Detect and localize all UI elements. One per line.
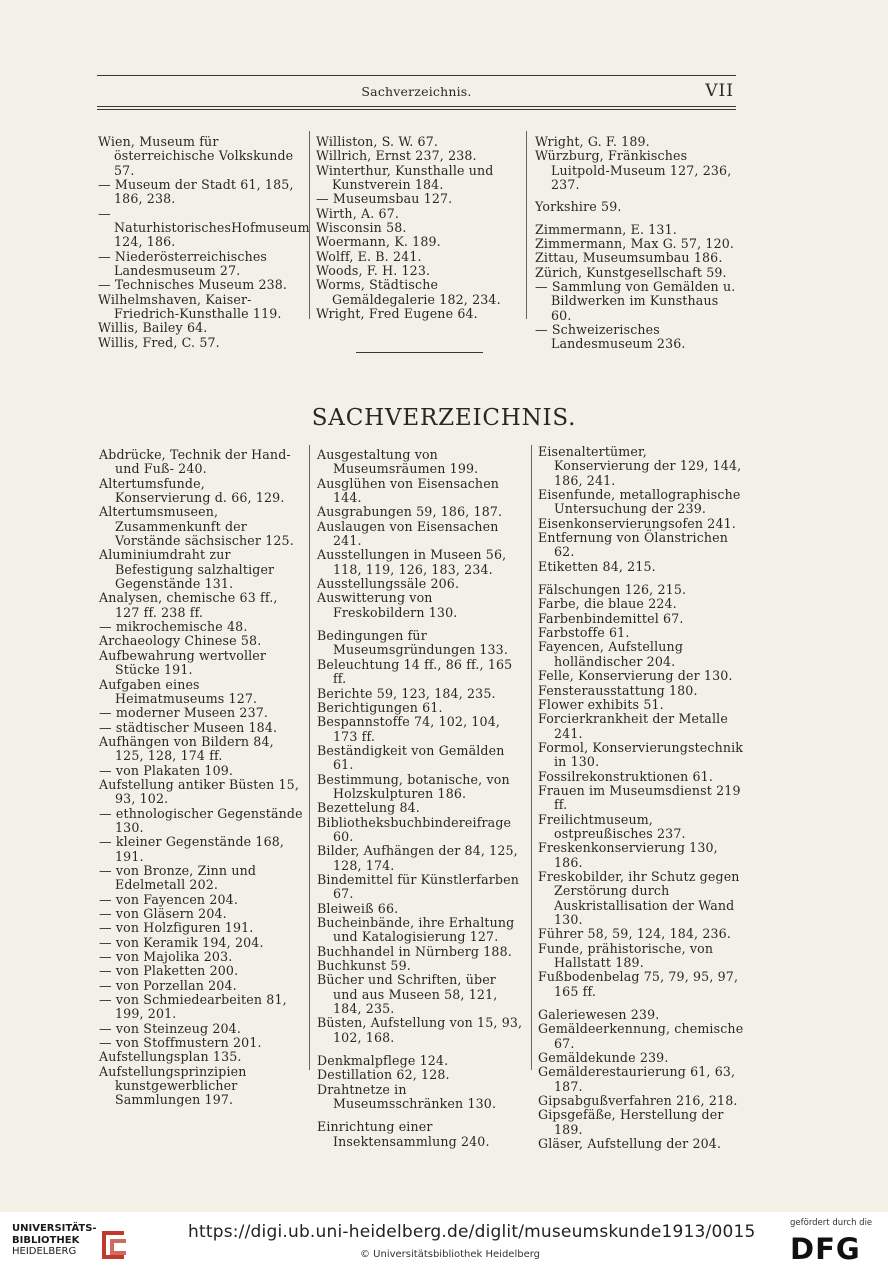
index-entry: Gemälderestaurierung 61, 63, 187.	[538, 1064, 736, 1094]
index-entry: Entfernung von Ölanstrichen 62.	[538, 530, 729, 560]
viewer-footer	[0, 1212, 888, 1272]
index-entry: Berichtigungen 61.	[317, 699, 443, 715]
index-entry: — von Plaketten 200.	[99, 963, 239, 979]
index-entry: Abdrücke, Technik der Hand- und Fuß- 240.	[99, 447, 291, 477]
index-entry: Büsten, Aufstellung von 15, 93, 102, 168.	[317, 1015, 523, 1045]
funder-caption: gefördert durch die	[790, 1218, 873, 1228]
index-entry: Williston, S. W. 67.	[316, 134, 439, 149]
index-entry: — Schweizerisches Landesmuseum 236.	[535, 322, 686, 352]
index-entry: Frauen im Museumsdienst 219 ff.	[538, 782, 741, 813]
index-entry: Formol, Konservierungstechnik in 130.	[538, 739, 744, 770]
index-entry: — Sammlung von Gemälden u. Bildwerken im Kunsthaus 60.	[535, 279, 736, 323]
index-entry: Yorkshire 59.	[535, 199, 622, 215]
running-title: Sachverzeichnis.	[361, 84, 472, 99]
index-entry: Farbe, die blaue 224.	[538, 596, 677, 612]
index-entry: Ausgrabungen 59, 186, 187.	[317, 504, 503, 520]
index-entry: — von Fayencen 204.	[99, 891, 238, 907]
index-entry: Flower exhibits 51.	[538, 696, 664, 712]
index-entry: Gemäldeerkennung, chemische 67.	[538, 1021, 744, 1051]
index-entry: — Technisches Museum 238.	[98, 277, 288, 293]
index-entry: Ausstellungssäle 206.	[317, 576, 460, 592]
index-entry: — Museum der Stadt 61, 185, 186, 238.	[98, 177, 294, 207]
library-logo[interactable]	[12, 1223, 127, 1263]
index-entry: Wolff, E. B. 241.	[316, 248, 422, 264]
index-entry: Freilichtmuseum, ostpreußisches 237.	[538, 811, 686, 841]
index-entry: Galeriewesen 239.	[538, 1007, 660, 1023]
index-entry: Worms, Städtische Gemäldegalerie 182, 234.	[316, 277, 501, 307]
index-entry: Führer 58, 59, 124, 184, 236.	[538, 926, 731, 942]
index-entry: Bindemittel für Künstlerfarben 67.	[317, 871, 519, 902]
index-entry: Wright, Fred Eugene 64.	[316, 306, 478, 322]
index-entry: Eisenkonservierungsofen 241.	[538, 515, 736, 531]
index-entry: Forcierkrankheit der Metalle 241.	[538, 711, 728, 741]
column-divider	[531, 445, 532, 1070]
index-entry: Ausstellungen in Museen 56, 118, 119, 126, 183, 234.	[317, 547, 507, 577]
index-entry: Fälschungen 126, 215.	[538, 582, 687, 598]
index-entry: Analysen, chemische 63 ff., 127 ff. 238 ff.	[99, 590, 278, 620]
index-entry: — von Plakaten 109.	[99, 762, 234, 778]
index-entry: — von Gläsern 204.	[99, 906, 227, 921]
index-entry: Berichte 59, 123, 184, 235.	[317, 685, 496, 701]
index-entry: Denkmalpflege 124.	[317, 1053, 449, 1069]
index-entry: — von Bronze, Zinn und Edelmetall 202.	[99, 862, 257, 893]
index-entry: Altertumsmuseen, Zusammenkunft der Vorstände sächsischer 125.	[99, 504, 294, 549]
section-separator-rule	[356, 352, 483, 353]
index-entry: Ausgestaltung von Museumsräumen 199.	[317, 447, 479, 477]
running-head	[97, 82, 736, 102]
index-entry: Ausglühen von Eisensachen 144.	[317, 475, 500, 506]
index-entry: Fensterausstattung 180.	[538, 682, 698, 698]
index-entry: Freskobilder, ihr Schutz gegen Zerstörung durch Auskristallisation der Wand 130.	[538, 868, 740, 927]
index-entry: Aufstellungsplan 135.	[99, 1049, 242, 1065]
index-entry: Beleuchtung 14 ff., 86 ff., 165 ff.	[317, 656, 513, 687]
index-entry: Bilder, Aufhängen der 84, 125, 128, 174.	[317, 843, 518, 873]
column-divider	[309, 131, 310, 319]
index-entry: Fußbodenbelag 75, 79, 95, 97, 165 ff.	[538, 969, 739, 999]
index-entry: Drahtnetze in Museumsschränken 130.	[317, 1081, 497, 1112]
index-entry: Altertumsfunde, Konservierung d. 66, 129.	[99, 475, 285, 506]
orts-column-1	[98, 134, 310, 350]
column-divider	[526, 131, 527, 319]
permalink-url[interactable]: https://digi.ub.uni-heidelberg.de/diglit/museumskunde1913/0015	[188, 1222, 756, 1242]
index-entry: — städtischer Museen 184.	[99, 719, 278, 735]
header-bottom-rule	[97, 106, 736, 107]
page-number: VII	[705, 81, 734, 101]
sach-column-2	[317, 448, 524, 1149]
index-entry: Gipsgefäße, Herstellung der 189.	[538, 1107, 724, 1137]
index-entry: Zittau, Museumsumbau 186.	[535, 250, 723, 266]
index-entry: — von Steinzeug 204.	[99, 1020, 241, 1036]
dfg-logo[interactable]: DFG	[790, 1232, 861, 1266]
index-entry: Funde, prähistorische, von Hallstatt 189.	[538, 940, 714, 971]
index-entry: Farbenbindemittel 67.	[538, 610, 684, 626]
index-entry: — von Porzellan 204.	[99, 977, 237, 993]
index-entry: Auslaugen von Eisensachen 241.	[317, 518, 499, 549]
library-name	[12, 1223, 97, 1258]
orts-column-3	[535, 135, 740, 352]
index-entry: Willrich, Ernst 237, 238.	[316, 148, 477, 164]
orts-column-2	[316, 135, 519, 321]
index-entry: — Museumsbau 127.	[316, 191, 453, 207]
index-entry: Zimmermann, Max G. 57, 120.	[535, 236, 735, 252]
index-entry: — von Schmiedearbeiten 81, 199, 201.	[99, 992, 287, 1022]
header-bottom-rule-2	[97, 109, 736, 110]
index-entry: Buchhandel in Nürnberg 188.	[317, 943, 512, 959]
index-entry: Fayencen, Aufstellung holländischer 204.	[538, 639, 684, 669]
index-entry: Farbstoffe 61.	[538, 625, 630, 641]
index-entry: Felle, Konservierung der 130.	[538, 668, 733, 684]
index-entry: Wirth, A. 67.	[316, 205, 400, 221]
sach-column-3	[538, 445, 744, 1152]
copyright-notice: © Universitätsbibliothek Heidelberg	[360, 1249, 541, 1260]
index-entry: Willis, Bailey 64.	[98, 320, 208, 336]
index-entry: Zürich, Kunstgesellschaft 59.	[535, 264, 727, 280]
index-entry: Winterthur, Kunsthalle und Kunstverein 184.	[316, 162, 494, 193]
index-entry: Bucheinbände, ihre Erhaltung und Katalogisierung 127.	[317, 915, 515, 945]
index-entry: — ethnologischer Gegenstände 130.	[99, 805, 303, 835]
index-entry: Eisenaltertümer, Konservierung der 129, 144, 186, 241.	[538, 444, 742, 488]
index-entry: Woermann, K. 189.	[316, 234, 441, 250]
index-entry: Aufbewahrung wertvoller Stücke 191.	[99, 647, 267, 678]
section-title: SACHVERZEICHNIS.	[311, 405, 577, 431]
index-entry: Bestimmung, botanische, von Holzskulpturen 186.	[317, 771, 510, 801]
index-entry: Aufgaben eines Heimatmuseums 127.	[99, 676, 258, 706]
index-entry: Etiketten 84, 215.	[538, 558, 656, 574]
index-entry: Bedingungen für Museumsgründungen 133.	[317, 628, 508, 658]
index-entry: — moderner Museen 237.	[99, 705, 269, 721]
index-entry: Willis, Fred, C. 57.	[98, 334, 220, 350]
index-entry: Gipsabgußverfahren 216, 218.	[538, 1093, 738, 1109]
index-entry: Aufhängen von Bildern 84, 125, 128, 174 ff.	[99, 733, 274, 764]
index-entry: Würzburg, Fränkisches Luitpold-Museum 127, 236, 237.	[535, 148, 732, 193]
index-entry: Auswitterung von Freskobildern 130.	[317, 590, 458, 620]
index-entry: Fossilrekonstruktionen 61.	[538, 768, 713, 784]
index-entry: — von Holzfiguren 191.	[99, 920, 254, 936]
index-entry: Wright, G. F. 189.	[535, 134, 650, 149]
index-entry: Aufstellungsprinzipien kunstgewerblicher Sammlungen 197.	[99, 1063, 247, 1108]
index-entry: Gemäldekunde 239.	[538, 1050, 669, 1066]
index-entry: Woods, F. H. 123.	[316, 263, 431, 279]
header-top-rule	[97, 75, 736, 76]
index-entry: Wisconsin 58.	[316, 220, 407, 236]
index-entry: — von Keramik 194, 204.	[99, 934, 264, 950]
index-entry: Einrichtung einer Insektensammlung 240.	[317, 1119, 490, 1149]
index-entry: Aluminiumdraht zur Befestigung salzhaltiger Gegenstände 131.	[99, 547, 275, 592]
index-entry: Zimmermann, E. 131.	[535, 221, 677, 237]
index-entry: — von Stoffmustern 201.	[99, 1035, 262, 1051]
index-entry: Wien, Museum für österreichische Volkskunde 57.	[98, 134, 294, 178]
index-entry: Freskenkonservierung 130, 186.	[538, 840, 718, 870]
library-name-line3: HEIDELBERG	[12, 1246, 77, 1257]
index-entry: Archaeology Chinese 58.	[99, 633, 262, 649]
index-entry: Bezettelung 84.	[317, 800, 420, 816]
index-entry: — Niederösterreichisches Landesmuseum 27.	[98, 248, 268, 279]
sach-column-1	[99, 448, 303, 1108]
index-entry: Destillation 62, 128.	[317, 1067, 450, 1083]
index-entry: Bespannstoffe 74, 102, 104, 173 ff.	[317, 714, 501, 744]
index-entry: Buchkunst 59.	[317, 958, 411, 974]
column-divider	[309, 445, 310, 1070]
library-name-line2: BIBLIOTHEK	[12, 1234, 80, 1246]
library-emblem-icon	[94, 1225, 132, 1263]
library-name-line1: UNIVERSITÄTS-	[12, 1223, 97, 1234]
index-entry: Eisenfunde, metallographische Untersuchung der 239.	[538, 487, 741, 517]
index-entry: — kleiner Gegenstände 168, 191.	[99, 834, 285, 864]
index-entry: Bleiweiß 66.	[317, 900, 399, 916]
index-entry: Beständigkeit von Gemälden 61.	[317, 742, 505, 773]
index-entry: Aufstellung antiker Büsten 15, 93, 102.	[99, 776, 299, 807]
index-entry: — von Majolika 203.	[99, 949, 233, 965]
index-entry: — mikrochemische 48.	[99, 619, 248, 635]
index-entry: Wilhelmshaven, Kaiser-Friedrich-Kunsthalle 119.	[98, 291, 282, 322]
index-entry: Gläser, Aufstellung der 204.	[538, 1136, 722, 1152]
index-entry: — NaturhistorischesHofmuseum 124, 186.	[98, 205, 310, 250]
index-entry: Bücher und Schriften, über und aus Museen 58, 121, 184, 235.	[317, 972, 498, 1017]
index-entry: Bibliotheksbuchbindereifrage 60.	[317, 814, 512, 844]
